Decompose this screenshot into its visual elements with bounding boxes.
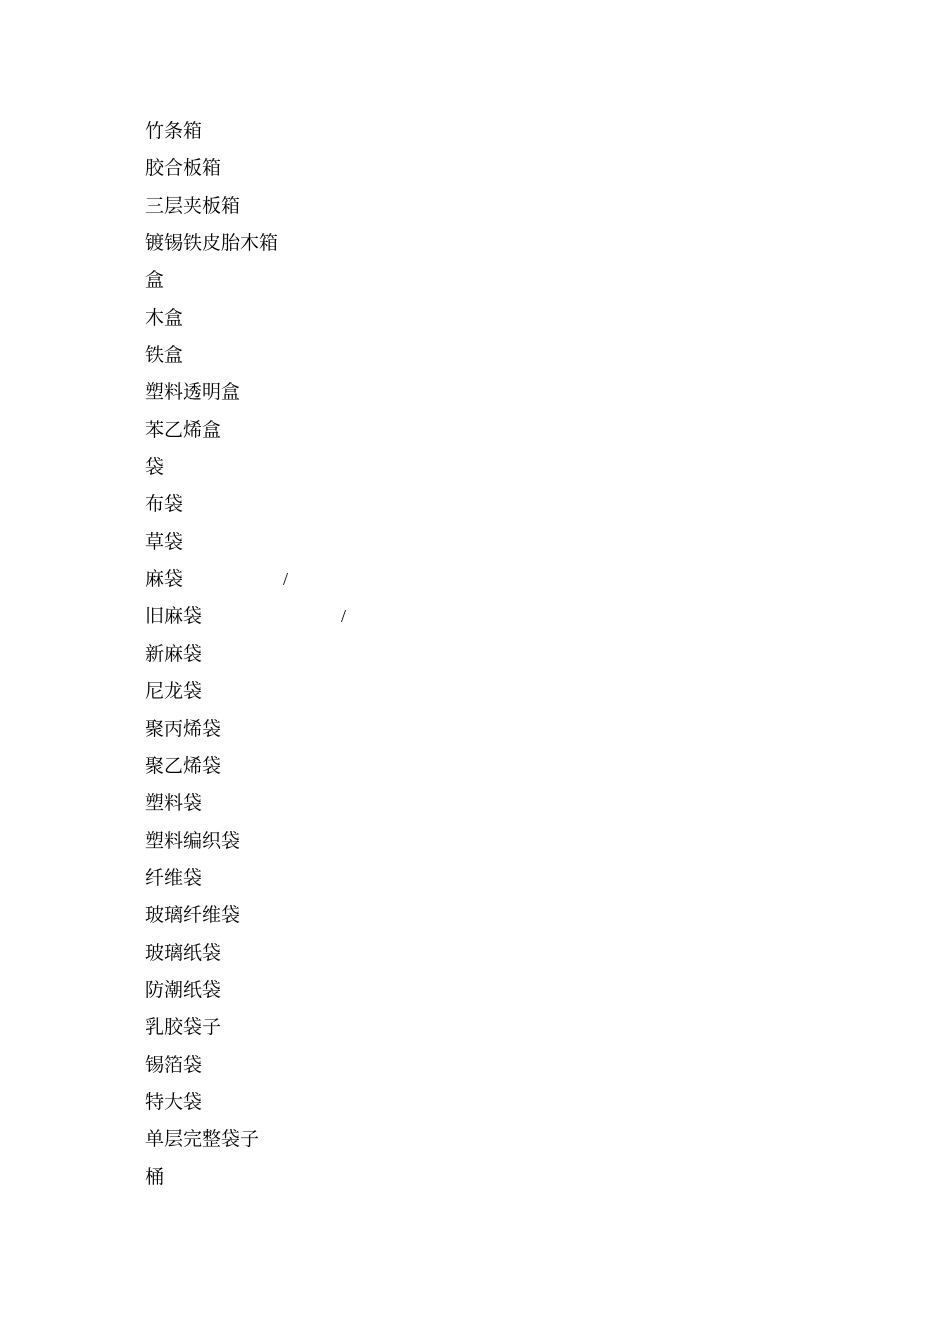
list-item bbox=[145, 341, 278, 378]
list-item bbox=[145, 640, 278, 677]
list-item bbox=[145, 901, 278, 938]
slash-mark: / bbox=[341, 606, 347, 627]
list-item bbox=[145, 304, 278, 341]
list-item bbox=[145, 1163, 278, 1200]
term-label: 三层夹板箱 bbox=[145, 194, 241, 217]
term-label: 新麻袋 bbox=[145, 642, 203, 665]
list-item bbox=[145, 565, 289, 602]
term-label: 玻璃纤维袋 bbox=[145, 904, 241, 927]
list-item bbox=[145, 1013, 278, 1050]
term-label: 锡箔袋 bbox=[145, 1053, 203, 1076]
list-item bbox=[145, 1088, 278, 1125]
list-item bbox=[145, 528, 278, 565]
list-item bbox=[145, 266, 278, 303]
list-item bbox=[145, 827, 278, 864]
list-item bbox=[145, 677, 278, 714]
term-label: 乳胶袋子 bbox=[145, 1016, 222, 1039]
term-label: 塑料透明盒 bbox=[145, 381, 241, 404]
term-label: 塑料编织袋 bbox=[145, 829, 241, 852]
list-item bbox=[145, 864, 278, 901]
list-item bbox=[145, 976, 278, 1013]
list-item bbox=[145, 154, 278, 191]
term-label: 苯乙烯盒 bbox=[145, 418, 222, 441]
list-item bbox=[145, 1125, 278, 1162]
list-item bbox=[145, 378, 278, 415]
term-label: 麻袋 bbox=[145, 568, 184, 591]
list-item bbox=[145, 715, 278, 752]
list-item bbox=[145, 192, 278, 229]
list-item bbox=[145, 453, 278, 490]
term-label: 特大袋 bbox=[145, 1090, 203, 1113]
term-label: 聚丙烯袋 bbox=[145, 717, 222, 740]
term-label: 盒 bbox=[145, 269, 165, 292]
term-label: 镀锡铁皮胎木箱 bbox=[145, 232, 279, 255]
term-label: 胶合板箱 bbox=[145, 157, 222, 180]
term-label: 木盒 bbox=[145, 306, 184, 329]
list-item bbox=[145, 602, 347, 639]
list-item bbox=[145, 416, 278, 453]
term-label: 旧麻袋 bbox=[145, 605, 203, 628]
term-label: 防潮纸袋 bbox=[145, 978, 222, 1001]
list-item bbox=[145, 939, 278, 976]
term-label: 铁盒 bbox=[145, 344, 184, 367]
packaging-term-list bbox=[145, 117, 347, 1200]
list-item bbox=[145, 229, 278, 266]
term-label: 单层完整袋子 bbox=[145, 1128, 260, 1151]
term-label: 草袋 bbox=[145, 530, 184, 553]
term-label: 聚乙烯袋 bbox=[145, 754, 222, 777]
term-label: 布袋 bbox=[145, 493, 184, 516]
term-label: 竹条箱 bbox=[145, 120, 203, 142]
list-item bbox=[145, 117, 278, 154]
term-label: 袋 bbox=[145, 456, 165, 479]
list-item bbox=[145, 789, 278, 826]
term-label: 桶 bbox=[145, 1165, 165, 1188]
term-label: 纤维袋 bbox=[145, 866, 203, 889]
list-item bbox=[145, 1051, 278, 1088]
term-label: 玻璃纸袋 bbox=[145, 941, 222, 964]
list-item bbox=[145, 752, 278, 789]
list-item bbox=[145, 490, 278, 527]
term-label: 尼龙袋 bbox=[145, 680, 203, 703]
term-label: 塑料袋 bbox=[145, 792, 203, 815]
slash-mark: / bbox=[283, 569, 289, 590]
